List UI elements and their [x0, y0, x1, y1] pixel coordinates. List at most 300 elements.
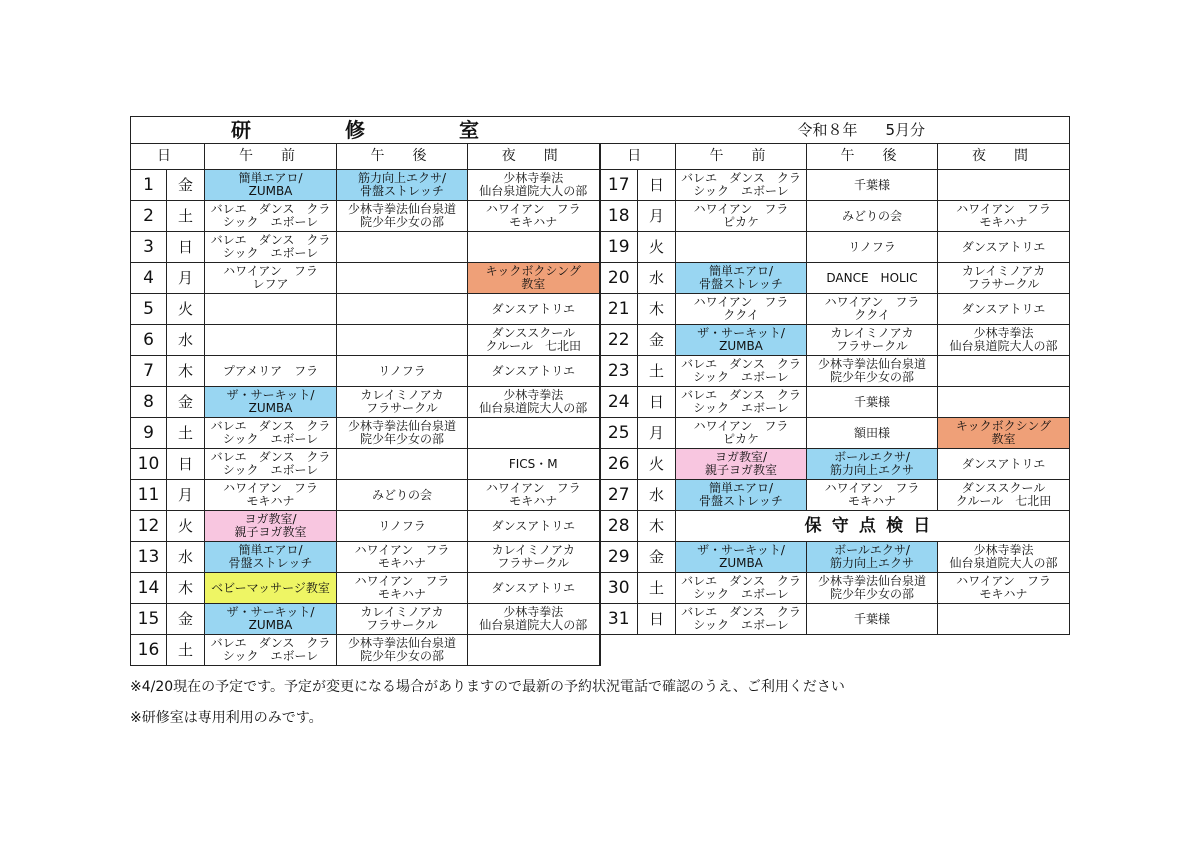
event-line: 簡単エアロ/ — [708, 264, 774, 278]
event-line: ダンススクール — [491, 326, 576, 340]
event-line: 少林寺拳法 — [503, 171, 564, 185]
afternoon-slot — [807, 232, 938, 263]
event-line: 千葉様 — [853, 177, 890, 192]
maintenance-day-label: 保守点検日 — [676, 511, 1070, 542]
schedule-table — [130, 116, 1070, 666]
morning-slot — [205, 418, 337, 449]
night-slot — [468, 325, 600, 356]
event-line: 簡単エアロ/ — [708, 481, 774, 495]
event-line: モキハナ — [377, 556, 426, 570]
morning-slot — [676, 294, 807, 325]
weekday: 月 — [638, 418, 676, 449]
morning-slot — [205, 635, 337, 666]
day-number: 7 — [131, 356, 167, 387]
night-slot — [938, 170, 1070, 201]
weekday: 水 — [638, 263, 676, 294]
event-line: 筋力向上エクサ/ — [357, 171, 447, 185]
weekday: 日 — [167, 232, 205, 263]
schedule-row — [131, 635, 1070, 666]
event-line: ZUMBA — [248, 618, 293, 632]
afternoon-slot — [337, 170, 468, 201]
morning-slot — [205, 170, 337, 201]
weekday: 火 — [167, 511, 205, 542]
afternoon-slot — [807, 201, 938, 232]
event-line: ハワイアン フラ — [485, 202, 581, 216]
weekday: 水 — [167, 325, 205, 356]
event-line: シック エボーレ — [693, 618, 789, 632]
event-line: みどりの会 — [841, 208, 902, 223]
header-morning: 午 前 — [205, 144, 337, 170]
morning-slot — [676, 542, 807, 573]
event-line: ピカケ — [722, 215, 759, 229]
note-exclusive-use: ※研修室は専用利用のみです。 — [130, 710, 323, 726]
day-number: 9 — [131, 418, 167, 449]
night-slot — [468, 604, 600, 635]
event-line: ハワイアン フラ — [824, 295, 920, 309]
event-line: 院少年少女の部 — [829, 587, 914, 601]
event-line: みどりの会 — [371, 487, 432, 502]
event-line: ZUMBA — [248, 401, 293, 415]
weekday: 木 — [167, 356, 205, 387]
event-line: 教室 — [991, 432, 1016, 446]
afternoon-slot — [337, 418, 468, 449]
morning-slot — [676, 170, 807, 201]
morning-slot — [205, 294, 337, 325]
weekday: 日 — [638, 604, 676, 635]
afternoon-slot — [337, 201, 468, 232]
weekday: 日 — [638, 170, 676, 201]
weekday: 月 — [167, 480, 205, 511]
night-slot — [468, 418, 600, 449]
night-slot — [938, 387, 1070, 418]
event-line: ハワイアン フラ — [956, 574, 1051, 588]
event-line: ダンススクール — [961, 481, 1046, 495]
morning-slot — [676, 480, 807, 511]
afternoon-slot — [807, 449, 938, 480]
morning-slot — [676, 325, 807, 356]
morning-slot — [205, 480, 337, 511]
morning-slot — [205, 325, 337, 356]
event-line: リノフラ — [378, 363, 426, 378]
event-line: ヨガ教室/ — [714, 450, 768, 464]
event-line: 少林寺拳法 — [503, 388, 564, 402]
event-line: ククイ — [723, 308, 759, 322]
event-line: キックボクシング — [955, 419, 1052, 433]
event-line: カレイミノアカ — [961, 264, 1046, 278]
event-line: モキハナ — [509, 215, 558, 229]
event-line: フラサークル — [366, 618, 438, 632]
event-line: ボールエクサ/ — [834, 450, 910, 464]
header-night: 夜 間 — [468, 144, 600, 170]
month-label: 5月分 — [885, 120, 926, 139]
weekday: 月 — [167, 263, 205, 294]
event-line: 院少年少女の部 — [359, 432, 444, 446]
event-line: ヨガ教室/ — [244, 512, 297, 526]
event-line: カレイミノアカ — [830, 326, 914, 340]
weekday: 日 — [167, 449, 205, 480]
night-slot — [468, 356, 600, 387]
event-line: ピカケ — [722, 432, 759, 446]
schedule-row — [131, 356, 1070, 387]
event-line: 院少年少女の部 — [359, 649, 444, 663]
weekday: 金 — [167, 387, 205, 418]
header-afternoon: 午 後 — [807, 144, 938, 170]
event-line: 院少年少女の部 — [359, 215, 444, 229]
night-slot — [938, 542, 1070, 573]
schedule-row — [131, 387, 1070, 418]
event-line: レフア — [252, 277, 289, 291]
day-number: 26 — [600, 449, 638, 480]
night-slot — [938, 201, 1070, 232]
night-slot — [468, 294, 600, 325]
event-line: フラサークル — [967, 277, 1040, 291]
event-line: ダンスアトリエ — [961, 301, 1046, 316]
event-line: ハワイアン フラ — [223, 264, 318, 278]
day-number: 16 — [131, 635, 167, 666]
event-line: 骨盤ストレッチ — [699, 494, 783, 508]
room-title-char: 修 — [345, 117, 367, 142]
afternoon-slot — [337, 449, 468, 480]
morning-slot — [205, 449, 337, 480]
schedule-row — [131, 418, 1070, 449]
day-number: 23 — [600, 356, 638, 387]
weekday: 木 — [167, 573, 205, 604]
afternoon-slot — [337, 387, 468, 418]
afternoon-slot — [337, 356, 468, 387]
night-slot — [938, 480, 1070, 511]
afternoon-slot — [337, 542, 468, 573]
afternoon-slot — [807, 170, 938, 201]
morning-slot — [676, 604, 807, 635]
day-number: 6 — [131, 325, 167, 356]
morning-slot — [676, 356, 807, 387]
event-line: バレエ ダンス クラ — [681, 171, 801, 185]
schedule-row — [131, 511, 1070, 542]
weekday: 土 — [167, 635, 205, 666]
room-title-char: 研 — [231, 117, 253, 142]
schedule-row — [131, 263, 1070, 294]
day-number: 17 — [600, 170, 638, 201]
night-slot — [468, 635, 600, 666]
event-line: バレエ ダンス クラ — [210, 419, 331, 433]
night-slot — [468, 387, 600, 418]
event-line: ハワイアン フラ — [824, 481, 920, 495]
event-line: ダンスアトリエ — [491, 301, 576, 316]
event-line: 仙台泉道院大人の部 — [479, 618, 588, 632]
day-number: 24 — [600, 387, 638, 418]
weekday: 土 — [638, 356, 676, 387]
night-slot — [468, 542, 600, 573]
room-title-char: 室 — [459, 117, 481, 142]
morning-slot — [205, 201, 337, 232]
event-line: 千葉様 — [853, 394, 890, 409]
weekday: 水 — [638, 480, 676, 511]
night-slot — [938, 573, 1070, 604]
afternoon-slot — [337, 480, 468, 511]
event-line: バレエ ダンス クラ — [681, 357, 801, 371]
morning-slot — [205, 232, 337, 263]
afternoon-slot — [337, 232, 468, 263]
schedule-row — [131, 232, 1070, 263]
event-line: 少林寺拳法仙台泉道 — [347, 636, 456, 650]
night-slot — [938, 604, 1070, 635]
schedule-row — [131, 325, 1070, 356]
event-line: ハワイアン フラ — [354, 574, 450, 588]
weekday: 日 — [638, 387, 676, 418]
weekday: 木 — [638, 511, 676, 542]
night-slot — [938, 418, 1070, 449]
afternoon-slot — [807, 573, 938, 604]
day-number: 21 — [600, 294, 638, 325]
night-slot — [468, 480, 600, 511]
schedule-row — [131, 449, 1070, 480]
event-line: ザ・サーキット/ — [226, 605, 315, 619]
weekday: 土 — [638, 573, 676, 604]
event-line: シック エボーレ — [222, 215, 319, 229]
event-line: 少林寺拳法 — [503, 605, 564, 619]
afternoon-slot — [337, 511, 468, 542]
afternoon-slot — [807, 542, 938, 573]
schedule-row — [131, 294, 1070, 325]
empty-area — [600, 635, 1070, 666]
event-line: ダンスアトリエ — [491, 518, 576, 533]
weekday: 火 — [638, 449, 676, 480]
event-line: バレエ ダンス クラ — [210, 636, 331, 650]
afternoon-slot — [337, 294, 468, 325]
event-line: ザ・サーキット/ — [697, 326, 785, 340]
header-night: 夜 間 — [938, 144, 1070, 170]
day-number: 14 — [131, 573, 167, 604]
afternoon-slot — [807, 387, 938, 418]
event-line: シック エボーレ — [222, 432, 319, 446]
event-line: キックボクシング — [485, 264, 581, 278]
note-schedule-change: ※4/20現在の予定です。予定が変更になる場合がありますので最新の予約状況電話で確認のうえ、ご利用ください — [130, 679, 845, 695]
event-line: 簡単エアロ/ — [238, 543, 303, 557]
event-line: クルール 七北田 — [485, 339, 581, 353]
title-row — [131, 117, 1070, 144]
event-line: シック エボーレ — [222, 463, 319, 477]
event-line: ハワイアン フラ — [693, 202, 789, 216]
day-number: 30 — [600, 573, 638, 604]
morning-slot — [205, 511, 337, 542]
day-number: 25 — [600, 418, 638, 449]
day-number: 20 — [600, 263, 638, 294]
event-line: ZUMBA — [719, 339, 763, 353]
afternoon-slot — [807, 356, 938, 387]
day-number: 13 — [131, 542, 167, 573]
event-line: ボールエクサ/ — [834, 543, 910, 557]
schedule-sheet — [130, 116, 1070, 666]
event-line: ザ・サーキット/ — [226, 388, 315, 402]
event-line: 簡単エアロ/ — [238, 171, 303, 185]
weekday: 土 — [167, 201, 205, 232]
weekday: 月 — [638, 201, 676, 232]
morning-slot — [205, 356, 337, 387]
morning-slot — [676, 232, 807, 263]
day-number: 1 — [131, 170, 167, 201]
day-number: 5 — [131, 294, 167, 325]
event-line: バレエ ダンス クラ — [210, 233, 331, 247]
night-slot — [468, 511, 600, 542]
day-number: 31 — [600, 604, 638, 635]
morning-slot — [205, 542, 337, 573]
event-line: モキハナ — [509, 494, 558, 508]
event-line: 千葉様 — [853, 611, 890, 626]
event-line: モキハナ — [979, 215, 1028, 229]
header-afternoon: 午 後 — [337, 144, 468, 170]
event-line: シック エボーレ — [693, 401, 789, 415]
night-slot — [938, 449, 1070, 480]
schedule-row — [131, 170, 1070, 201]
era-year: 令和８年 — [797, 120, 858, 139]
event-line: リノフラ — [848, 239, 896, 254]
night-slot — [468, 170, 600, 201]
morning-slot — [676, 418, 807, 449]
afternoon-slot — [807, 604, 938, 635]
event-line: 少林寺拳法仙台泉道 — [347, 419, 456, 433]
night-slot — [938, 325, 1070, 356]
morning-slot — [676, 573, 807, 604]
event-line: モキハナ — [847, 494, 896, 508]
day-number: 27 — [600, 480, 638, 511]
weekday: 火 — [638, 232, 676, 263]
schedule-period — [638, 117, 1070, 144]
header-day: 日 — [131, 144, 205, 170]
event-line: モキハナ — [377, 587, 426, 601]
event-line: モキハナ — [979, 587, 1028, 601]
event-line: ダンスアトリエ — [961, 456, 1046, 471]
event-line: ハワイアン フラ — [956, 202, 1051, 216]
event-line: 骨盤ストレッチ — [360, 184, 444, 198]
afternoon-slot — [337, 325, 468, 356]
day-number: 22 — [600, 325, 638, 356]
event-line: 親子ヨガ教室 — [704, 463, 777, 477]
event-line: モキハナ — [246, 494, 295, 508]
event-line: バレエ ダンス クラ — [681, 388, 801, 402]
afternoon-slot — [337, 263, 468, 294]
night-slot — [468, 201, 600, 232]
afternoon-slot — [337, 635, 468, 666]
event-line: バレエ ダンス クラ — [681, 574, 801, 588]
schedule-row — [131, 201, 1070, 232]
schedule-row — [131, 542, 1070, 573]
schedule-row — [131, 604, 1070, 635]
schedule-body — [131, 170, 1070, 666]
event-line: カレイミノアカ — [360, 605, 444, 619]
afternoon-slot — [807, 418, 938, 449]
event-line: ハワイアン フラ — [223, 481, 318, 495]
event-line: シック エボーレ — [693, 184, 789, 198]
weekday: 木 — [638, 294, 676, 325]
afternoon-slot — [807, 480, 938, 511]
day-number: 15 — [131, 604, 167, 635]
event-line: ダンスアトリエ — [491, 363, 576, 378]
event-line: シック エボーレ — [693, 370, 789, 384]
event-line: ハワイアン フラ — [485, 481, 581, 495]
event-line: 仙台泉道院大人の部 — [479, 401, 588, 415]
event-line: バレエ ダンス クラ — [681, 605, 801, 619]
day-number: 18 — [600, 201, 638, 232]
header-day: 日 — [600, 144, 676, 170]
event-line: 少林寺拳法仙台泉道 — [817, 357, 926, 371]
morning-slot — [205, 263, 337, 294]
weekday: 金 — [167, 604, 205, 635]
day-number: 8 — [131, 387, 167, 418]
night-slot — [938, 294, 1070, 325]
night-slot — [468, 263, 600, 294]
afternoon-slot — [337, 604, 468, 635]
event-line: リノフラ — [378, 518, 426, 533]
event-line: 親子ヨガ教室 — [234, 525, 307, 539]
weekday: 金 — [638, 325, 676, 356]
night-slot — [468, 449, 600, 480]
room-title — [131, 117, 638, 144]
event-line: バレエ ダンス クラ — [210, 202, 331, 216]
event-line: ZUMBA — [248, 184, 293, 198]
event-line: ベビーマッサージ教室 — [211, 580, 330, 595]
day-number: 12 — [131, 511, 167, 542]
event-line: 教室 — [521, 277, 546, 291]
event-line: 少林寺拳法仙台泉道 — [347, 202, 456, 216]
morning-slot — [676, 387, 807, 418]
day-number: 11 — [131, 480, 167, 511]
day-number: 19 — [600, 232, 638, 263]
day-number: 3 — [131, 232, 167, 263]
day-number: 29 — [600, 542, 638, 573]
weekday: 火 — [167, 294, 205, 325]
morning-slot — [676, 201, 807, 232]
morning-slot — [205, 573, 337, 604]
day-number: 10 — [131, 449, 167, 480]
event-line: フラサークル — [497, 556, 570, 570]
day-number: 2 — [131, 201, 167, 232]
event-line: 少林寺拳法 — [973, 326, 1034, 340]
event-line: プアメリア フラ — [222, 363, 319, 378]
event-line: ハワイアン フラ — [693, 295, 789, 309]
event-line: 筋力向上エクサ — [829, 463, 914, 477]
event-line: シック エボーレ — [222, 246, 319, 260]
afternoon-slot — [337, 573, 468, 604]
event-line: ハワイアン フラ — [693, 419, 789, 433]
event-line: ククイ — [854, 308, 890, 322]
afternoon-slot — [807, 325, 938, 356]
night-slot — [938, 356, 1070, 387]
event-line: 仙台泉道院大人の部 — [949, 556, 1058, 570]
event-line: バレエ ダンス クラ — [210, 450, 331, 464]
event-line: ZUMBA — [719, 556, 763, 570]
event-line: シック エボーレ — [693, 587, 789, 601]
event-line: 少林寺拳法仙台泉道 — [817, 574, 926, 588]
event-line: ハワイアン フラ — [354, 543, 450, 557]
event-line: シック エボーレ — [222, 649, 319, 663]
event-line: FICS・M — [508, 456, 558, 471]
event-line: 骨盤ストレッチ — [699, 277, 783, 291]
schedule-row — [131, 480, 1070, 511]
weekday: 水 — [167, 542, 205, 573]
event-line: 骨盤ストレッチ — [228, 556, 313, 570]
event-line: フラサークル — [836, 339, 908, 353]
day-number: 4 — [131, 263, 167, 294]
weekday: 金 — [638, 542, 676, 573]
night-slot — [468, 573, 600, 604]
event-line: カレイミノアカ — [491, 543, 575, 557]
event-line: 仙台泉道院大人の部 — [479, 184, 588, 198]
day-number: 28 — [600, 511, 638, 542]
event-line: 額田様 — [853, 425, 890, 440]
event-line: ダンスアトリエ — [491, 580, 576, 595]
morning-slot — [676, 263, 807, 294]
event-line: 院少年少女の部 — [829, 370, 914, 384]
